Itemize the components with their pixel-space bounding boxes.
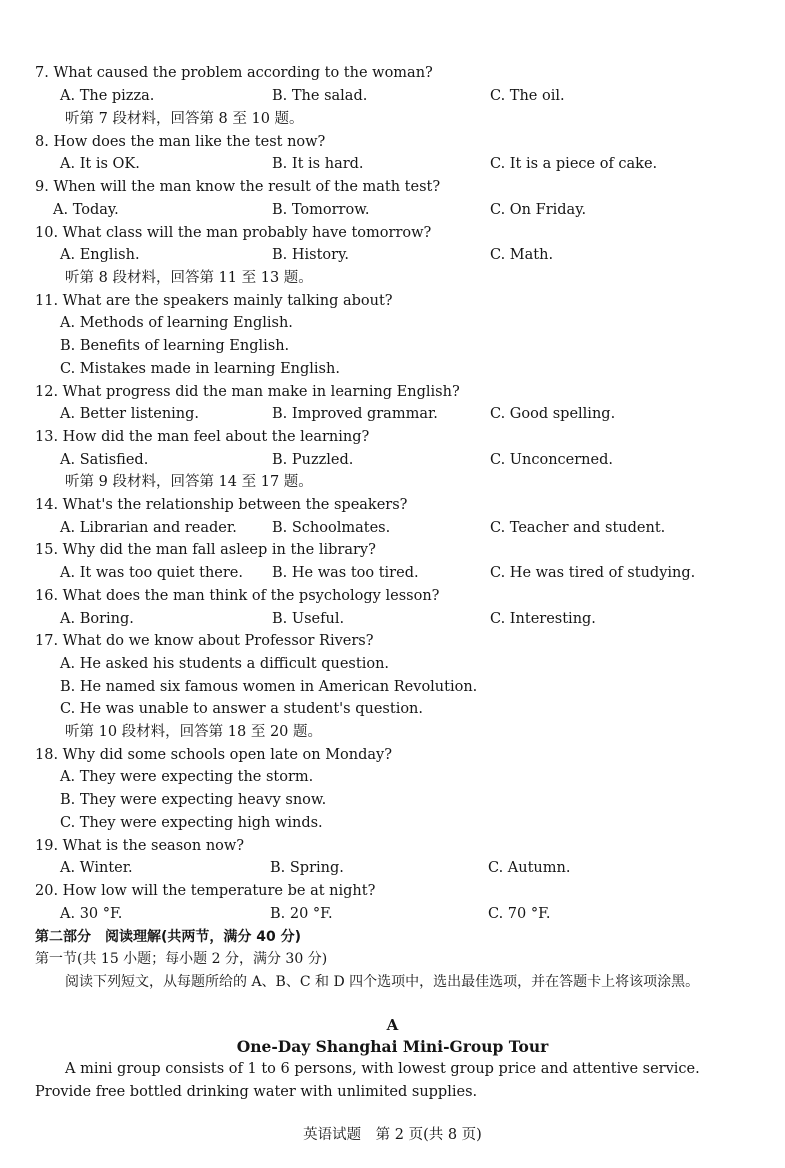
options-line — [0, 903, 785, 925]
options-line — [0, 199, 785, 221]
question-line — [0, 494, 785, 516]
question-text: 8. How does the man like the test now? — [35, 134, 326, 150]
section-heading-line — [0, 926, 785, 948]
option-c: C. The oil. — [490, 88, 565, 104]
instruction-line — [0, 267, 785, 289]
options-line — [0, 312, 785, 334]
option-b: B. Benefits of learning English. — [60, 338, 290, 354]
options-line — [0, 653, 785, 675]
section-sub-line — [0, 948, 785, 970]
question-line — [0, 630, 785, 652]
options-line — [0, 244, 785, 266]
question-text: 16. What does the man think of the psychology lesson? — [35, 588, 440, 604]
options-line — [0, 766, 785, 788]
option-a: A. Today. — [53, 202, 119, 218]
option-c: C. Unconcerned. — [490, 452, 613, 468]
segment-instruction: 听第 10 段材料，回答第 18 至 20 题。 — [65, 724, 323, 740]
option-c: C. Math. — [490, 247, 554, 263]
passage-letter: A — [386, 1016, 399, 1034]
option-c: C. Mistakes made in learning English. — [60, 361, 340, 377]
option-b: B. Useful. — [272, 611, 345, 627]
instruction-line — [0, 721, 785, 743]
options-line — [0, 403, 785, 425]
options-line — [0, 335, 785, 357]
option-c: C. Good spelling. — [490, 406, 616, 422]
question-text: 9. When will the man know the result of the math test? — [35, 179, 441, 195]
option-c: C. Interesting. — [490, 611, 596, 627]
instruction-line — [0, 108, 785, 130]
question-text: 15. Why did the man fall asleep in the library? — [35, 542, 376, 558]
option-c: C. He was unable to answer a student's question. — [60, 701, 424, 717]
option-a: A. The pizza. — [60, 88, 155, 104]
option-b: B. Improved grammar. — [272, 406, 438, 422]
directions-paragraph: 阅读下列短文，从每题所给的 A、B、C 和 D 四个选项中，选出最佳选项，并在答题卡上将该项涂黑。 — [65, 974, 700, 990]
option-a: A. Librarian and reader. — [60, 520, 237, 536]
option-a: A. Satisfied. — [60, 452, 149, 468]
option-b: B. It is hard. — [272, 156, 364, 172]
question-line — [0, 222, 785, 244]
question-text: 19. What is the season now? — [35, 838, 245, 854]
options-line — [0, 789, 785, 811]
question-text: 17. What do we know about Professor Rivers? — [35, 633, 374, 649]
option-c: C. It is a piece of cake. — [490, 156, 658, 172]
options-line — [0, 449, 785, 471]
question-text: 20. How low will the temperature be at night? — [35, 883, 376, 899]
options-line — [0, 358, 785, 380]
option-a: A. 30 °F. — [60, 906, 123, 922]
option-b: B. He named six famous women in American Revolution. — [60, 679, 478, 695]
option-b: B. He was too tired. — [272, 565, 419, 581]
passage-title: One-Day Shanghai Mini-Group Tour — [236, 1037, 549, 1056]
segment-instruction: 听第 7 段材料，回答第 8 至 10 题。 — [65, 111, 304, 127]
option-a: A. Boring. — [60, 611, 134, 627]
options-line — [0, 698, 785, 720]
option-a: A. It is OK. — [60, 156, 140, 172]
option-a: A. Methods of learning English. — [60, 315, 293, 331]
question-text: 10. What class will the man probably have tomorrow? — [35, 225, 432, 241]
question-text: 11. What are the speakers mainly talking about? — [35, 293, 393, 309]
option-c: C. Teacher and student. — [490, 520, 666, 536]
question-line — [0, 290, 785, 312]
option-a: A. He asked his students a difficult question. — [60, 656, 390, 672]
question-line — [0, 835, 785, 857]
option-b: B. 20 °F. — [270, 906, 333, 922]
options-line — [0, 153, 785, 175]
options-line — [0, 608, 785, 630]
question-line — [0, 131, 785, 153]
option-c: C. They were expecting high winds. — [60, 815, 323, 831]
passage-body: A mini group consists of 1 to 6 persons, with lowest group price and attentive service. Provide free bottled drinking water with unlimited supplies. — [35, 1061, 700, 1100]
option-a: A. English. — [60, 247, 140, 263]
option-c: C. He was tired of studying. — [490, 565, 696, 581]
option-b: B. They were expecting heavy snow. — [60, 792, 327, 808]
options-line — [0, 562, 785, 584]
option-b: B. History. — [272, 247, 349, 263]
question-line — [0, 585, 785, 607]
question-text: 12. What progress did the man make in learning English? — [35, 384, 460, 400]
question-text: 7. What caused the problem according to the woman? — [35, 65, 433, 81]
part-two-heading: 第二部分 阅读理解(共两节，满分 40 分) — [35, 929, 302, 945]
question-line — [0, 176, 785, 198]
page-footer: 英语试题 第 2 页(共 8 页) — [303, 1127, 482, 1143]
question-line — [0, 744, 785, 766]
option-a: A. It was too quiet there. — [60, 565, 243, 581]
options-line — [0, 857, 785, 879]
option-b: B. Spring. — [270, 860, 344, 876]
option-c: C. Autumn. — [488, 860, 571, 876]
question-line — [0, 880, 785, 902]
segment-instruction: 听第 8 段材料，回答第 11 至 13 题。 — [65, 270, 313, 286]
option-a: A. Winter. — [60, 860, 133, 876]
question-text: 13. How did the man feel about the learning? — [35, 429, 370, 445]
option-b: B. The salad. — [272, 88, 368, 104]
option-b: B. Tomorrow. — [272, 202, 370, 218]
options-line — [0, 85, 785, 107]
option-c: C. On Friday. — [490, 202, 587, 218]
section-one-heading: 第一节(共 15 小题；每小题 2 分，满分 30 分) — [35, 951, 328, 967]
question-line — [0, 381, 785, 403]
options-line — [0, 517, 785, 539]
question-text: 18. Why did some schools open late on Monday? — [35, 747, 393, 763]
segment-instruction: 听第 9 段材料，回答第 14 至 17 题。 — [65, 474, 313, 490]
option-b: B. Puzzled. — [272, 452, 354, 468]
option-b: B. Schoolmates. — [272, 520, 391, 536]
question-line — [0, 426, 785, 448]
option-a: A. They were expecting the storm. — [60, 769, 314, 785]
options-line — [0, 812, 785, 834]
instruction-line — [0, 471, 785, 493]
question-line — [0, 539, 785, 561]
options-line — [0, 676, 785, 698]
question-text: 14. What's the relationship between the speakers? — [35, 497, 408, 513]
question-line — [0, 62, 785, 84]
option-c: C. 70 °F. — [488, 906, 551, 922]
option-a: A. Better listening. — [60, 406, 200, 422]
